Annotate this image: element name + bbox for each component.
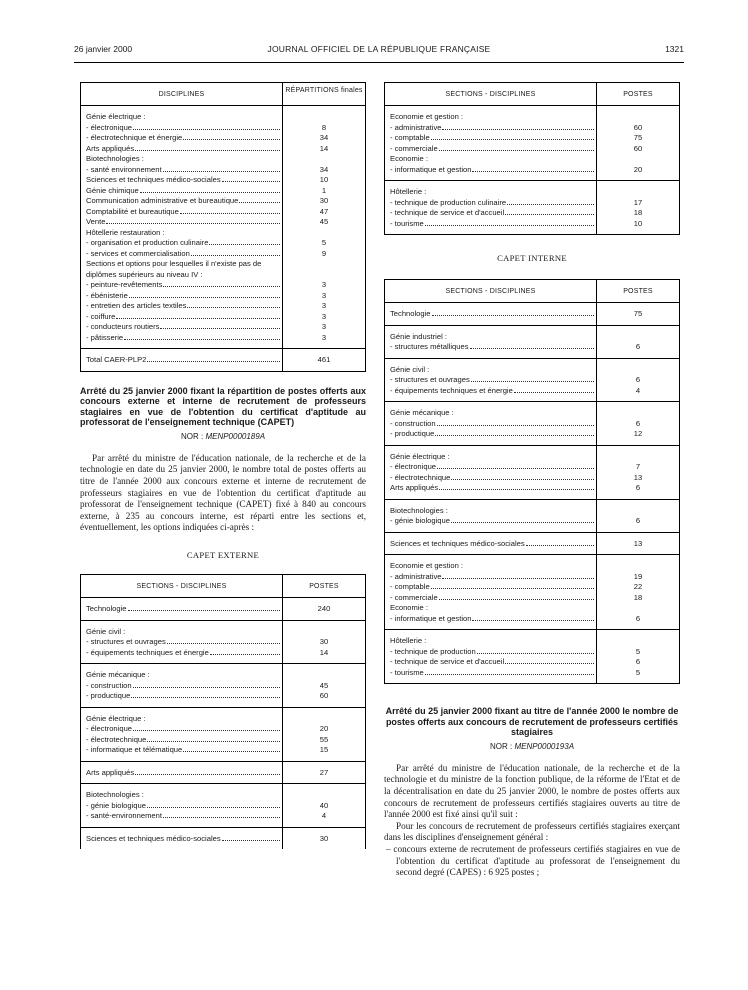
dot-leader xyxy=(437,425,594,426)
row-label: - entretien des articles textiles xyxy=(86,301,187,310)
row-label: - administrative xyxy=(390,571,442,581)
row-value: 3 xyxy=(321,290,327,300)
row-value: 12 xyxy=(633,429,643,438)
table-row xyxy=(385,144,680,155)
dot-leader xyxy=(432,315,594,316)
col-header-postes: POSTES xyxy=(283,575,366,598)
row-value: 34 xyxy=(319,164,329,174)
table-row xyxy=(385,106,680,123)
table-row xyxy=(81,270,366,281)
table-row xyxy=(81,664,366,681)
table-row xyxy=(81,217,366,228)
dot-leader xyxy=(147,741,280,742)
row-label: Comptabilité et bureautique xyxy=(86,206,179,216)
row-value: 5 xyxy=(635,667,641,677)
row-value: 10 xyxy=(319,175,329,184)
row-value: 47 xyxy=(319,206,329,216)
dot-leader xyxy=(239,202,280,203)
dot-leader xyxy=(507,204,594,205)
table-row xyxy=(81,784,366,801)
dot-leader xyxy=(435,435,594,436)
dot-leader xyxy=(505,214,594,215)
row-label: - coiffure xyxy=(86,311,116,321)
row-value: 40 xyxy=(319,800,329,810)
row-value: 8 xyxy=(321,122,327,132)
row-label: Hôtellerie : xyxy=(390,636,427,645)
dot-leader xyxy=(124,339,280,340)
table-row xyxy=(81,598,366,621)
row-label: Total CAER-PLP2 xyxy=(86,355,147,364)
table-row xyxy=(81,207,366,218)
arrete-body: Par arrêté du ministre de l'éducation nationale, de la recherche et de la technologie en date du 25 janvier 2000, le nombre total de postes offerts au titre de l'année 2000 aux concours externe et interne de recrutement de professeurs stagiaires en vue de l'obtention du certificat d'aptitude au professorat de l'enseignement technique (CAPET) fixé à 840 au concours externe, à 235 au concours interne, est réparti entre les sections et, éventuellement, les options indiquées ci-après : xyxy=(80,452,366,533)
table-row xyxy=(81,175,366,186)
col-header-repartitions: RÉPARTITIONS finales xyxy=(283,83,366,106)
row-label: Génie civil : xyxy=(390,364,430,374)
row-label: - construction xyxy=(390,418,436,428)
dot-leader xyxy=(133,687,280,688)
dot-leader xyxy=(439,150,594,151)
section-title-capet-externe: CAPET EXTERNE xyxy=(186,550,260,561)
row-label: - informatique et télématique xyxy=(86,745,183,755)
table-row xyxy=(81,165,366,176)
table-row xyxy=(385,358,680,375)
header-date: 26 janvier 2000 xyxy=(74,44,133,54)
row-label: - santé-environnement xyxy=(86,811,162,821)
dot-leader xyxy=(135,150,280,151)
row-label: - comptable xyxy=(390,133,430,142)
row-label: - comptable xyxy=(390,582,430,591)
dot-leader xyxy=(129,297,280,298)
nor-code: MENP0000193A xyxy=(514,741,575,751)
table-row xyxy=(81,123,366,134)
table-row xyxy=(81,238,366,249)
list-item: – concours externe de recrutement de professeurs certifiés stagiaires en vue de l'obtention du certificat d'aptitude au professorat de l'enseignement du second degré (CAPES) : 6 925 postes ; xyxy=(386,843,680,878)
row-value: 75 xyxy=(633,133,643,142)
table-row xyxy=(81,154,366,165)
table-row xyxy=(385,219,680,235)
dot-leader xyxy=(191,255,280,256)
table-row xyxy=(81,761,366,784)
table-row xyxy=(385,593,680,604)
dot-leader xyxy=(187,307,280,308)
row-value: 30 xyxy=(319,637,329,647)
dot-leader xyxy=(451,479,594,480)
row-value: 3 xyxy=(321,280,327,289)
row-label: - technique de service et d'accueil xyxy=(390,208,505,217)
row-label: - productique xyxy=(390,429,435,438)
dot-leader xyxy=(180,213,280,214)
table-row xyxy=(81,811,366,827)
table-row xyxy=(81,186,366,197)
row-label: Génie mécanique : xyxy=(390,408,454,417)
table-row xyxy=(385,154,680,165)
table-row xyxy=(81,691,366,707)
row-value: 34 xyxy=(319,133,329,142)
table-row xyxy=(385,516,680,532)
row-value: 18 xyxy=(633,592,643,602)
right-column xyxy=(384,82,680,879)
row-label: - conducteurs routiers xyxy=(86,322,160,331)
row-label: diplômes supérieurs au niveau IV : xyxy=(86,269,203,279)
row-label: - ébénisterie xyxy=(86,290,128,300)
dot-leader xyxy=(147,361,280,362)
arrete-body: Par arrêté du ministre de l'éducation nationale, de la recherche et de la technologie et du ministre de la fonction publique, de la réforme de l'Etat et de la décentralisation en date du 25 janvier 2000, le nombre de postes offerts aux concours de recrutement de professeurs certifiés stagiaires ouverts au titre de l'année 2000 est fixé ainsi qu'il suit : xyxy=(384,762,680,820)
row-value: 6 xyxy=(635,657,641,666)
row-value: 6 xyxy=(635,516,641,525)
row-value: 30 xyxy=(319,196,329,205)
dot-leader xyxy=(526,545,594,546)
row-label: - électrotechnique xyxy=(86,734,147,744)
row-label: Economie : xyxy=(390,154,428,163)
table-capet-interne xyxy=(384,279,680,684)
row-label: - électrotechnique xyxy=(390,472,451,482)
dot-leader xyxy=(472,171,594,172)
row-label: - commerciale xyxy=(390,592,438,602)
col-header-sections: SECTIONS - DISCIPLINES xyxy=(385,280,597,303)
row-value: 60 xyxy=(633,122,643,132)
table-row xyxy=(81,735,366,746)
nor-line xyxy=(80,432,366,441)
row-value: 1 xyxy=(321,185,327,195)
row-value: 3 xyxy=(321,301,327,310)
arrete-body-2: Pour les concours de recrutement de professeurs certifiés stagiaires exerçant dans les disciplines d'enseignement général : xyxy=(384,820,680,843)
table-row xyxy=(81,349,366,372)
table-row xyxy=(81,196,366,207)
row-label: Sciences et techniques médico-sociales xyxy=(390,538,525,548)
table-row xyxy=(385,133,680,144)
row-value: 60 xyxy=(633,143,643,153)
row-label: - informatique et gestion xyxy=(390,613,472,623)
dot-leader xyxy=(167,643,280,644)
row-label: - productique xyxy=(86,691,131,701)
table-row xyxy=(81,291,366,302)
table-row xyxy=(385,303,680,326)
table-row xyxy=(385,647,680,658)
table-row xyxy=(81,144,366,155)
table-row xyxy=(385,208,680,219)
row-value: 9 xyxy=(321,248,327,258)
row-label: Biotechnologies : xyxy=(390,505,448,515)
dot-leader xyxy=(471,381,594,382)
dot-leader xyxy=(442,129,594,130)
dot-leader xyxy=(131,697,280,698)
dot-leader xyxy=(505,663,594,664)
table-row xyxy=(81,620,366,637)
row-label: - organisation et production culinaire xyxy=(86,238,209,247)
table-row xyxy=(385,532,680,555)
row-label: Biotechnologies : xyxy=(86,154,144,163)
row-label: Génie électrique : xyxy=(86,112,146,121)
dot-leader xyxy=(133,129,280,130)
table-row xyxy=(385,473,680,484)
dot-leader xyxy=(163,286,280,287)
table-row xyxy=(385,123,680,134)
dot-leader xyxy=(209,244,280,245)
table-row xyxy=(81,827,366,849)
row-value: 60 xyxy=(319,691,329,701)
row-label: Génie industriel : xyxy=(390,331,447,341)
row-label: - génie biologique xyxy=(86,800,146,810)
postes-list xyxy=(384,844,680,879)
table-row xyxy=(385,419,680,430)
dot-leader xyxy=(163,817,280,818)
row-label: Arts appliqués xyxy=(390,483,439,492)
row-label: - électrotechnique et énergie xyxy=(86,133,183,142)
row-value: 13 xyxy=(633,538,643,548)
nor-code: MENP0000189A xyxy=(205,431,266,441)
dot-leader xyxy=(442,578,594,579)
dot-leader xyxy=(140,192,280,193)
row-value: 17 xyxy=(633,197,643,207)
col-header-postes: POSTES xyxy=(597,83,680,106)
row-label: - administrative xyxy=(390,122,442,132)
table-row xyxy=(81,322,366,333)
table-row xyxy=(385,555,680,572)
dot-leader xyxy=(116,318,280,319)
row-label: Communication administrative et bureautique xyxy=(86,196,239,205)
table-row xyxy=(81,312,366,323)
section-title-capet-interne: CAPET INTERNE xyxy=(497,253,567,263)
dot-leader xyxy=(472,620,594,621)
row-label: Sections et options pour lesquelles il n'existe pas de xyxy=(86,259,262,268)
row-label: Vente xyxy=(86,217,106,226)
row-value: 5 xyxy=(321,238,327,247)
row-label: Hôtellerie restauration : xyxy=(86,227,165,237)
row-label: - technique de production culinaire xyxy=(390,197,507,207)
table-row xyxy=(385,630,680,647)
row-label: - structures métalliques xyxy=(390,342,469,351)
row-label: - structures et ouvrages xyxy=(86,637,166,647)
row-label: Technologie xyxy=(86,604,127,614)
table-row xyxy=(81,280,366,291)
row-label: - structures et ouvrages xyxy=(390,375,470,384)
table-row xyxy=(385,429,680,445)
journal-title: JOURNAL OFFICIEL DE LA RÉPUBLIQUE FRANÇAISE xyxy=(267,44,491,54)
row-label: - tourisme xyxy=(390,667,424,677)
page-number: 1321 xyxy=(665,44,684,54)
row-label: Génie mécanique : xyxy=(86,670,150,680)
row-value: 6 xyxy=(635,342,641,351)
dot-leader xyxy=(439,489,594,490)
table-row xyxy=(385,572,680,583)
row-value: 10 xyxy=(633,218,643,228)
row-label: Sciences et techniques médico-sociales xyxy=(86,833,221,843)
row-label: - services et commercialisation xyxy=(86,248,190,258)
arrete-heading: Arrêté du 25 janvier 2000 fixant au titre de l'année 2000 le nombre de postes offerts aux concours de recrutement de professeurs certifiés stagiaires xyxy=(385,706,679,738)
row-value: 7 xyxy=(635,462,641,471)
left-column xyxy=(80,82,366,849)
row-label: Economie et gestion : xyxy=(390,112,464,121)
row-label: Génie électrique : xyxy=(86,713,146,723)
row-value: 45 xyxy=(319,217,329,226)
table-row xyxy=(385,181,680,198)
row-value: 14 xyxy=(319,143,329,153)
table-capet-externe-continued xyxy=(384,82,680,235)
row-value: 14 xyxy=(319,647,329,657)
table-row xyxy=(81,333,366,349)
table-row xyxy=(385,657,680,668)
table-row xyxy=(385,668,680,684)
page-header xyxy=(74,44,684,58)
row-label: - technique de service et d'accueil xyxy=(390,657,505,666)
table-row xyxy=(81,301,366,312)
row-label: Arts appliqués xyxy=(86,143,135,153)
row-value: 3 xyxy=(321,322,327,331)
row-label: Economie : xyxy=(390,603,428,612)
dot-leader xyxy=(439,599,594,600)
table-row xyxy=(385,445,680,462)
row-value: 18 xyxy=(633,208,643,217)
row-value: 461 xyxy=(317,355,331,364)
dot-leader xyxy=(425,225,594,226)
nor-line xyxy=(384,742,680,751)
dot-leader xyxy=(147,807,280,808)
row-label: - électronique xyxy=(390,462,437,471)
arrete-capet-repartition xyxy=(80,386,366,561)
row-value: 15 xyxy=(319,745,329,755)
table-row xyxy=(81,681,366,692)
dot-leader xyxy=(160,328,280,329)
dot-leader xyxy=(135,774,280,775)
row-value: 5 xyxy=(635,646,641,656)
row-value: 240 xyxy=(317,604,331,614)
row-value: 30 xyxy=(319,833,329,843)
nor-label: NOR : xyxy=(489,741,513,751)
dot-leader xyxy=(431,139,594,140)
row-value: 3 xyxy=(321,311,327,321)
dot-leader xyxy=(163,171,280,172)
row-value: 4 xyxy=(635,385,641,395)
row-value: 20 xyxy=(319,724,329,734)
table-row xyxy=(81,637,366,648)
row-label: Génie électrique : xyxy=(390,451,450,461)
table-row xyxy=(81,228,366,239)
table-row xyxy=(385,499,680,516)
row-value: 19 xyxy=(633,571,643,581)
dot-leader xyxy=(431,588,594,589)
row-label: Economie et gestion : xyxy=(390,561,464,570)
table-row xyxy=(81,249,366,260)
row-value: 6 xyxy=(635,613,641,623)
dot-leader xyxy=(210,654,280,655)
header-rule xyxy=(74,62,684,63)
row-value: 22 xyxy=(633,582,643,591)
row-value: 45 xyxy=(319,680,329,690)
arrete-heading: Arrêté du 25 janvier 2000 fixant la répartition de postes offerts aux concours externe et interne de recrutement de professeurs stagiaires en vue de l'obtention du certificat d'aptitude au professorat de l'enseignement technique (CAPET) xyxy=(80,385,366,428)
dot-leader xyxy=(222,840,280,841)
row-value: 55 xyxy=(319,734,329,744)
row-label: Génie civil : xyxy=(86,626,126,636)
row-value: 75 xyxy=(633,309,643,318)
dot-leader xyxy=(106,223,280,224)
dot-leader xyxy=(437,468,594,469)
row-label: Hôtellerie : xyxy=(390,187,427,196)
table-row xyxy=(385,614,680,630)
table-row xyxy=(385,342,680,358)
dot-leader xyxy=(477,653,594,654)
table-row xyxy=(81,801,366,812)
table-row xyxy=(385,375,680,386)
row-label: Sciences et techniques médico-sociales xyxy=(86,175,221,184)
arrete-certifies xyxy=(384,706,680,879)
row-label: Génie chimique xyxy=(86,185,139,195)
row-label: - équipements techniques et énergie xyxy=(390,385,513,395)
row-label: - construction xyxy=(86,680,132,690)
dot-leader xyxy=(128,610,280,611)
table-row xyxy=(81,745,366,761)
row-value: 3 xyxy=(321,332,327,342)
nor-label: NOR : xyxy=(180,431,204,441)
row-value: 13 xyxy=(633,472,643,482)
table-row xyxy=(385,198,680,209)
table-row xyxy=(385,483,680,499)
row-label: - santé environnement xyxy=(86,164,162,174)
row-label: - peinture-revêtements xyxy=(86,280,163,289)
dot-leader xyxy=(514,392,594,393)
col-header-postes: POSTES xyxy=(597,280,680,303)
row-label: Biotechnologies : xyxy=(86,790,144,800)
row-value: 20 xyxy=(633,164,643,174)
row-label: - technique de production xyxy=(390,646,476,656)
row-label: Arts appliqués xyxy=(86,767,135,777)
table-row xyxy=(385,165,680,181)
row-label: - génie biologique xyxy=(390,516,450,525)
table-row xyxy=(81,106,366,123)
table-row xyxy=(385,325,680,342)
table-row xyxy=(81,648,366,664)
table-row xyxy=(81,133,366,144)
dot-leader xyxy=(470,348,595,349)
table-capet-externe xyxy=(80,574,366,849)
row-label: - électronique xyxy=(86,122,133,132)
table-row xyxy=(385,462,680,473)
col-header-sections: SECTIONS - DISCIPLINES xyxy=(385,83,597,106)
row-label: - informatique et gestion xyxy=(390,164,472,174)
row-value: 4 xyxy=(321,811,327,821)
table-row xyxy=(81,707,366,724)
row-label: Technologie xyxy=(390,309,431,318)
row-value: 27 xyxy=(319,767,329,777)
dot-leader xyxy=(425,674,594,675)
row-label: - pâtisserie xyxy=(86,332,124,342)
table-row xyxy=(385,582,680,593)
row-label: - tourisme xyxy=(390,218,424,228)
dot-leader xyxy=(222,181,280,182)
table-plp2 xyxy=(80,82,366,372)
table-row xyxy=(81,724,366,735)
table-row xyxy=(385,603,680,614)
row-value: 6 xyxy=(635,483,641,492)
col-header-sections: SECTIONS - DISCIPLINES xyxy=(81,575,283,598)
dot-leader xyxy=(451,522,594,523)
dot-leader xyxy=(183,139,280,140)
dot-leader xyxy=(183,751,280,752)
table-row xyxy=(385,402,680,419)
col-header-disciplines: DISCIPLINES xyxy=(81,83,283,106)
row-label: - commerciale xyxy=(390,143,438,153)
table-row xyxy=(385,386,680,402)
row-label: - équipements techniques et énergie xyxy=(86,647,209,657)
row-value: 6 xyxy=(635,418,641,428)
row-value: 6 xyxy=(635,375,641,384)
row-label: - électronique xyxy=(86,724,133,734)
table-row xyxy=(81,259,366,270)
dot-leader xyxy=(133,730,280,731)
